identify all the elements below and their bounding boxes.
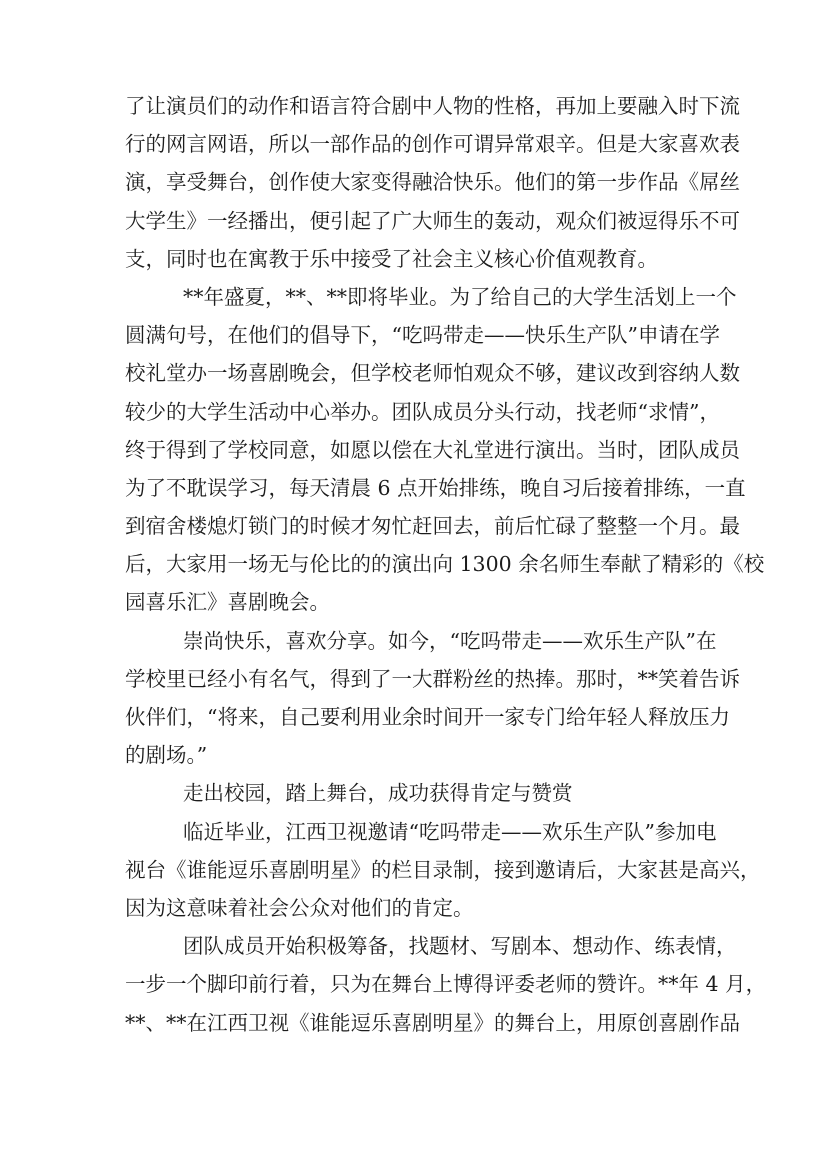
text-line: 后，大家用一场无与伦比的的演出向 1300 余名师生奉献了精彩的《校 [125,552,765,577]
paragraph-3 [125,622,740,775]
text-line: 了让演员们的动作和语言符合剧中人物的性格，再加上要融入时下流 [125,94,740,118]
paragraph-2 [125,278,765,622]
text-line: 学校里已经小有名气，得到了一大群粉丝的热捧。那时，**笑着告诉 [125,666,740,691]
text-line: 伙伴们，“将来，自己要利用业余时间开一家专门给年轻人释放压力 [125,705,730,729]
paragraph-1 [125,87,740,278]
text-line: 支，同时也在寓教于乐中接受了社会主义核心价值观教育。 [125,246,658,271]
document-body [125,87,767,1042]
text-line: 视台《谁能逗乐喜剧明星》的栏目录制，接到邀请后，大家甚是高兴， [125,857,761,882]
text-line: **年盛夏，**、**即将毕业。为了给自己的大学生活划上一个 [183,284,737,309]
text-line: 到宿舍楼熄灯锁门的时候才匆忙赶回去，前后忙碌了整整一个月。最 [125,514,740,539]
text-line: 临近毕业，江西卫视邀请“吃吗带走——欢乐生产队”参加电 [183,819,717,844]
text-line: 圆满句号，在他们的倡导下，“吃吗带走——快乐生产队”申请在学 [125,323,720,348]
text-line: 大学生》一经播出，便引起了广大师生的轰动，观众们被逗得乐不可 [125,208,740,233]
text-line: 一步一个脚印前行着，只为在舞台上博得评委老师的赞许。**年 4 月， [125,972,767,997]
text-line: 崇尚快乐，喜欢分享。如今，“吃吗带走——欢乐生产队”在 [183,628,717,653]
text-line: 演，享受舞台，创作使大家变得融洽快乐。他们的第一步作品《屌丝 [125,170,740,195]
text-line: 的剧场。” [125,743,208,768]
text-line: **、**在江西卫视《谁能逗乐喜剧明星》的舞台上，用原创喜剧作品 [125,1010,740,1035]
text-line: 团队成员开始积极筹备，找题材、写剧本、想动作、练表情， [183,934,737,959]
text-line: 较少的大学生活动中心举办。团队成员分头行动，找老师“求情”， [125,399,720,424]
paragraph-5 [125,927,767,1042]
text-line: 终于得到了学校同意，如愿以偿在大礼堂进行演出。当时，团队成员 [125,437,740,462]
text-line: 园喜乐汇》喜剧晚会。 [125,590,330,615]
text-line: 为了不耽误学习，每天清晨 6 点开始排练，晚自习后接着排练，一直 [125,475,746,500]
section-heading [125,774,701,812]
paragraph-4 [125,813,761,928]
text-line: 因为这意味着社会公众对他们的肯定。 [125,895,474,920]
text-line: 校礼堂办一场喜剧晚会，但学校老师怕观众不够，建议改到容纳人数 [125,361,740,386]
heading-text: 走出校园，踏上舞台，成功获得肯定与赞赏 [183,781,573,806]
text-line: 行的网言网语，所以一部作品的创作可谓异常艰辛。但是大家喜欢表 [125,132,740,157]
